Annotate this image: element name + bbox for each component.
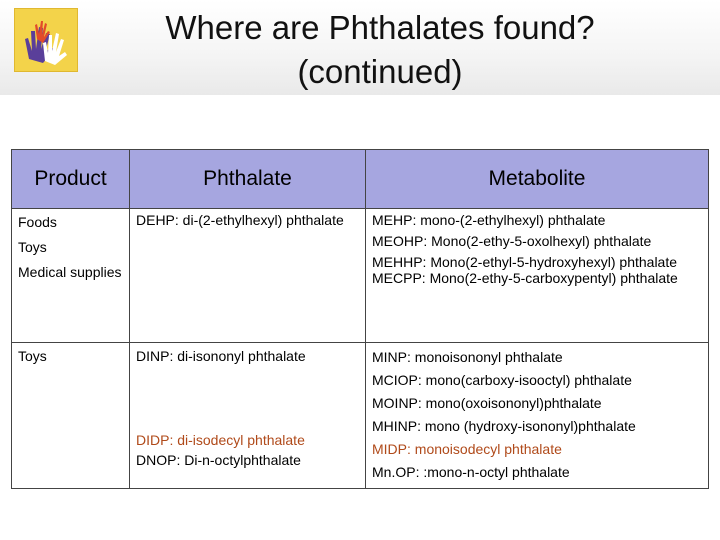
product-text: Toys — [18, 348, 47, 364]
header-metabolite: Metabolite — [366, 150, 709, 209]
phthalate-cell — [130, 209, 366, 343]
metabolite-cell — [366, 209, 709, 343]
hands-logo-icon — [14, 8, 78, 72]
phthalates-table — [11, 149, 709, 489]
page-title — [80, 6, 680, 94]
title-line-2: (continued) — [297, 53, 463, 90]
title-line-1: Where are Phthalates found? — [165, 9, 595, 46]
table-row — [12, 209, 709, 343]
phthalate-text-highlight: DIDP: di-isodecyl phthalate — [136, 432, 305, 448]
metabolite-text: MOINP: mono(oxoisononyl)phthalate — [372, 395, 602, 411]
metabolite-text: MEOHP: Mono(2-ethy-5-oxolhexyl) phthalate — [372, 233, 652, 249]
metabolite-text-highlight: MIDP: monoisodecyl phthalate — [372, 441, 562, 457]
metabolite-text: MINP: monoisononyl phthalate — [372, 349, 563, 365]
metabolite-text: Mn.OP: :mono-n-octyl phthalate — [372, 464, 570, 480]
metabolite-text: MEHHP: Mono(2-ethyl-5-hydroxyhexyl) phthalate — [372, 254, 678, 270]
metabolite-text: MECPP: Mono(2-ethy-5-carboxypentyl) phthalate — [372, 270, 678, 286]
metabolite-cell — [366, 343, 709, 489]
phthalate-text: DINP: di-isononyl phthalate — [136, 348, 306, 364]
product-text: Toys — [18, 239, 47, 255]
metabolite-text: MCIOP: mono(carboxy-isooctyl) phthalate — [372, 372, 632, 388]
product-text: Medical supplies — [18, 264, 122, 280]
product-cell — [12, 343, 130, 489]
header-phthalate: Phthalate — [130, 150, 366, 209]
header-product: Product — [12, 150, 130, 209]
metabolite-text: MHINP: mono (hydroxy-isononyl)phthalate — [372, 418, 636, 434]
table-header-row — [12, 150, 709, 209]
table-row — [12, 343, 709, 489]
phthalate-text: DNOP: Di-n-octylphthalate — [136, 452, 301, 468]
metabolite-text: MEHP: mono-(2-ethylhexyl) phthalate — [372, 212, 606, 228]
phthalate-cell — [130, 343, 366, 489]
phthalate-text: DEHP: di-(2-ethylhexyl) phthalate — [136, 212, 344, 228]
product-cell — [12, 209, 130, 343]
product-text: Foods — [18, 214, 57, 230]
